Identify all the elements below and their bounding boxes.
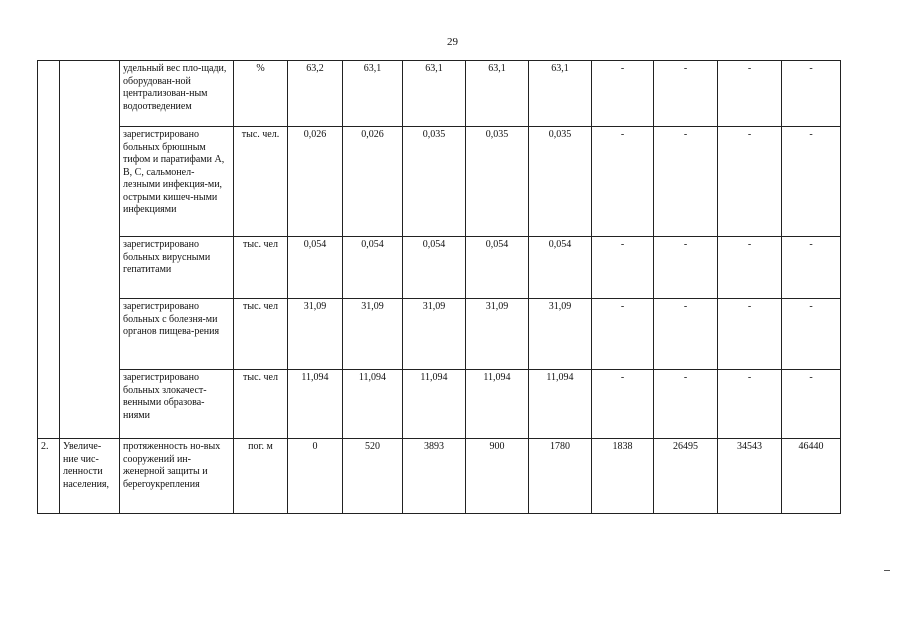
value-cell: 0,035 [466,127,529,237]
indicator-description: зарегистрировано больных брюшным тифом и паратифами А, В, С, сальмонел-лезными инфекция-ми, острыми кишеч-ными инфекциями [120,127,234,237]
value-cell: - [718,370,782,439]
value-cell: - [782,370,841,439]
page-number: 29 [447,36,458,48]
value-cell: - [654,299,718,370]
value-cell: - [592,127,654,237]
value-cell: - [782,61,841,127]
indicator-table [37,60,841,514]
row-number-cell [38,61,60,439]
value-cell: - [782,237,841,299]
unit-cell: тыс. чел. [234,127,288,237]
table-row [38,299,841,370]
row-number-cell: 2. [38,439,60,514]
indicator-description: зарегистрировано больных с болезня-ми органов пищева-рения [120,299,234,370]
value-cell: - [592,299,654,370]
table-row [38,439,841,514]
value-cell: 31,09 [403,299,466,370]
value-cell: - [718,61,782,127]
value-cell: 0,054 [343,237,403,299]
value-cell: - [718,299,782,370]
value-cell: - [654,61,718,127]
table-row [38,127,841,237]
value-cell: - [654,127,718,237]
value-cell: 900 [466,439,529,514]
unit-cell: тыс. чел [234,237,288,299]
value-cell: 3893 [403,439,466,514]
value-cell: 63,1 [466,61,529,127]
goal-name-cell [60,61,120,439]
value-cell: - [592,61,654,127]
value-cell: - [718,127,782,237]
unit-cell: тыс. чел [234,370,288,439]
value-cell: 63,1 [403,61,466,127]
value-cell: 46440 [782,439,841,514]
value-cell: 0,054 [403,237,466,299]
goal-name-cell: Увеличе-ние чис-ленности населения, [60,439,120,514]
value-cell: 63,1 [343,61,403,127]
value-cell: 0,035 [403,127,466,237]
table-row [38,237,841,299]
value-cell: - [782,299,841,370]
value-cell: - [592,370,654,439]
value-cell: - [592,237,654,299]
value-cell: - [654,237,718,299]
value-cell: 34543 [718,439,782,514]
value-cell: 520 [343,439,403,514]
value-cell: 31,09 [343,299,403,370]
indicator-description: зарегистрировано больных злокачест-венными образова-ниями [120,370,234,439]
value-cell: 11,094 [288,370,343,439]
value-cell: 1780 [529,439,592,514]
unit-cell: % [234,61,288,127]
value-cell: 0,026 [288,127,343,237]
indicator-description: удельный вес пло-щади, оборудован-ной централизован-ным водоотведением [120,61,234,127]
value-cell: - [782,127,841,237]
value-cell: 0 [288,439,343,514]
value-cell: 11,094 [529,370,592,439]
value-cell: 63,2 [288,61,343,127]
value-cell: - [654,370,718,439]
indicator-description: протяженность но-вых сооружений ин-женерной защиты и берегоукрепления [120,439,234,514]
value-cell: 0,054 [288,237,343,299]
value-cell: 31,09 [288,299,343,370]
value-cell: 0,035 [529,127,592,237]
value-cell: 0,026 [343,127,403,237]
value-cell: 0,054 [529,237,592,299]
value-cell: 31,09 [466,299,529,370]
value-cell: 26495 [654,439,718,514]
unit-cell: пог. м [234,439,288,514]
table-row [38,61,841,127]
value-cell: 31,09 [529,299,592,370]
table-row [38,370,841,439]
indicator-description: зарегистрировано больных вирусными гепатитами [120,237,234,299]
scan-mark [884,570,890,571]
value-cell: - [718,237,782,299]
unit-cell: тыс. чел [234,299,288,370]
value-cell: 11,094 [466,370,529,439]
value-cell: 11,094 [403,370,466,439]
value-cell: 1838 [592,439,654,514]
value-cell: 0,054 [466,237,529,299]
value-cell: 11,094 [343,370,403,439]
value-cell: 63,1 [529,61,592,127]
